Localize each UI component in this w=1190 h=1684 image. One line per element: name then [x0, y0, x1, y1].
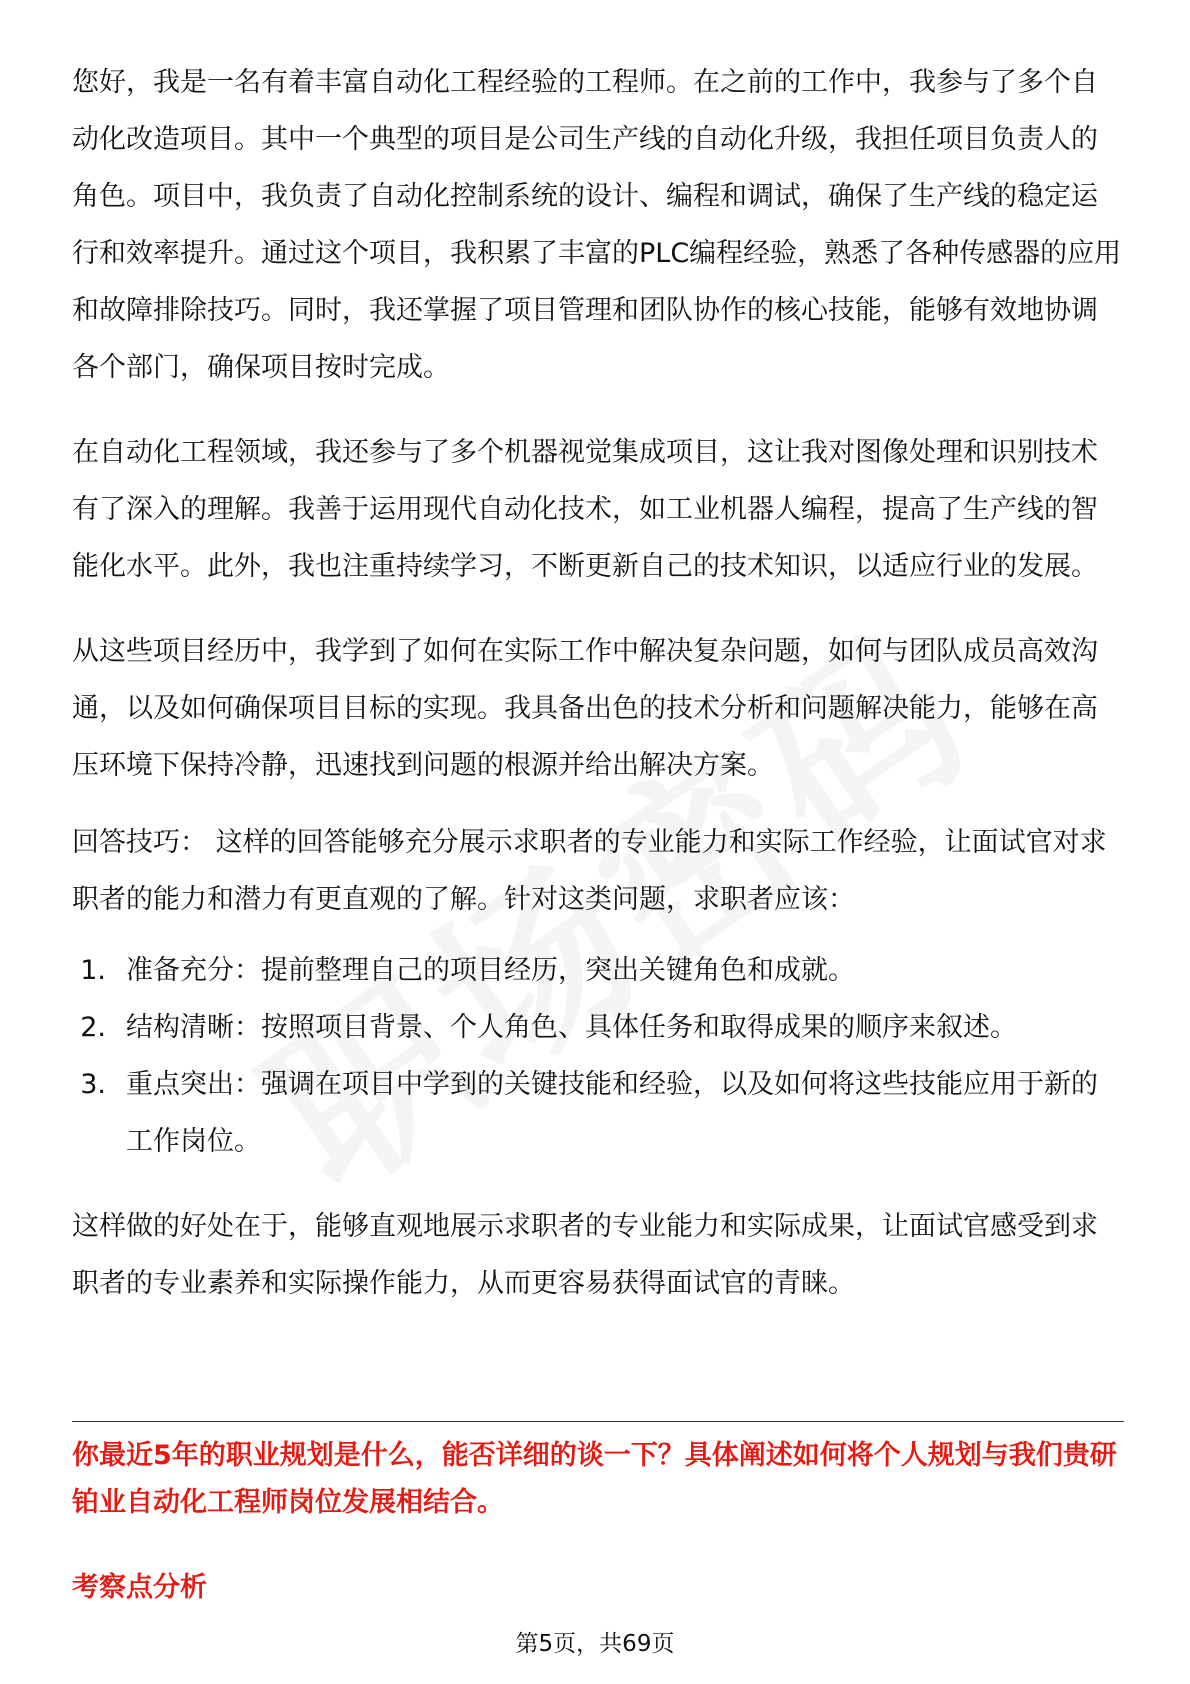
- list-item: [72, 942, 1124, 999]
- answer-paragraph-1: 您好，我是一名有着丰富自动化工程经验的工程师。在之前的工作中，我参与了多个自动化改造项目。其中一个典型的项目是公司生产线的自动化升级，我担任项目负责人的角色。项目中，我负责了自动化控制系统的设计、编程和调试，确保了生产线的稳定运行和效率提升。通过这个项目，我积累了丰富的PLC编程经验，熟悉了各种传感器的应用和故障排除技巧。同时，我还掌握了项目管理和团队协作的核心技能，能够有效地协调各个部门，确保项目按时完成。: [72, 67, 1122, 383]
- list-item: [72, 999, 1124, 1056]
- list-item-text: 结构清晰：按照项目背景、个人角色、具体任务和取得成果的顺序来叙述。: [126, 1012, 1017, 1043]
- tips-list: [72, 942, 1124, 1170]
- answer-tips-intro: 回答技巧： 这样的回答能够充分展示求职者的专业能力和实际工作经验，让面试官对求职者的能力和潜力有更直观的了解。针对这类问题，求职者应该：: [72, 827, 1107, 915]
- list-item: [72, 1056, 1124, 1170]
- list-item-number: 1.: [80, 955, 106, 986]
- next-question-heading: 你最近5年的职业规划是什么，能否详细的谈一下？具体阐述如何将个人规划与我们贵研铂业自动化工程师岗位发展相结合。: [72, 1440, 1117, 1518]
- list-item-text: 准备充分：提前整理自己的项目经历，突出关键角色和成就。: [126, 955, 855, 986]
- section-divider: [72, 1421, 1124, 1422]
- list-item-text: 重点突出：强调在项目中学到的关键技能和经验，以及如何将这些技能应用于新的工作岗位。: [126, 1069, 1098, 1157]
- answer-paragraph-3: 从这些项目经历中，我学到了如何在实际工作中解决复杂问题，如何与团队成员高效沟通，以及如何确保项目目标的实现。我具备出色的技术分析和问题解决能力，能够在高压环境下保持冷静，迅速找到问题的根源并给出解决方案。: [72, 636, 1098, 781]
- list-item-number: 3.: [80, 1069, 106, 1100]
- section-title: 考察点分析: [72, 1572, 207, 1603]
- page-footer: 第5页，共69页: [515, 1631, 675, 1657]
- conclusion-paragraph: 这样做的好处在于，能够直观地展示求职者的专业能力和实际成果，让面试官感受到求职者的专业素养和实际操作能力，从而更容易获得面试官的青睐。: [72, 1211, 1098, 1299]
- answer-paragraph-2: 在自动化工程领域，我还参与了多个机器视觉集成项目，这让我对图像处理和识别技术有了深入的理解。我善于运用现代自动化技术，如工业机器人编程，提高了生产线的智能化水平。此外，我也注重持续学习，不断更新自己的技术知识，以适应行业的发展。: [72, 437, 1098, 582]
- answer-body: [72, 54, 1124, 1312]
- list-item-number: 2.: [80, 1012, 106, 1043]
